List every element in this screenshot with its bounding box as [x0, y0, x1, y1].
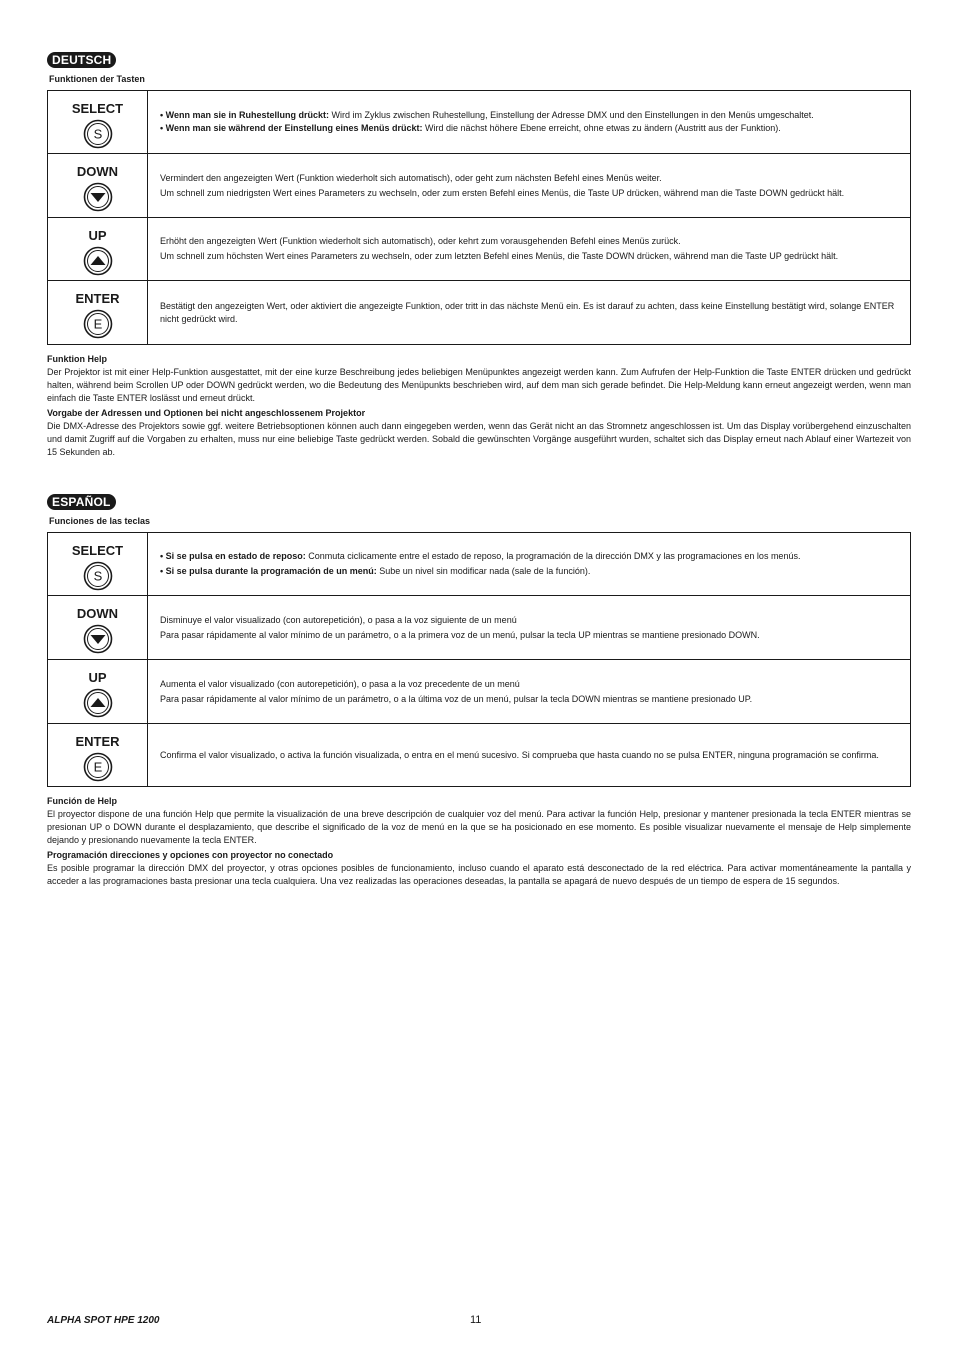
key-name: ENTER: [75, 291, 120, 306]
enter-key-icon: [83, 309, 113, 339]
keys-subtitle: Funciones de las teclas: [49, 516, 151, 526]
key-name: SELECT: [71, 100, 124, 116]
key-description: Confirma el valor visualizado, o activa la función visualizada, o entra en el menú sucesivo. Si comprueba que hasta cuando no se pulsa ENTER, ninguna programación se confirma.: [148, 724, 911, 787]
key-row-down: [48, 154, 911, 218]
up-arrow-key-icon: [83, 688, 113, 718]
language-badge: ESPAÑOL: [47, 494, 116, 510]
section-espanol: [47, 493, 911, 888]
key-row-enter: [48, 281, 911, 345]
svg-text:E: E: [93, 316, 102, 332]
help-paragraph: Der Projektor ist mit einer Help-Funktion ausgestattet, mit der eine kurze Beschreibung jedes beliebigen Menüpunktes angezeigt werden kann. Zum Aufrufen der Help-Funktion die Taste ENTER drücken und gedrückt halten, während beim Scrollen UP oder DOWN gedrückt werden, wo die Bedeutung des Menüpunkts beschrieben wird, auf dem man sich gerade befindet. Die Help-Meldung kann erneut angezeigt werden, wenn man einfach die Taste ENTER loslässt und erneut drückt.: [47, 367, 911, 403]
product-model-footer: ALPHA SPOT HPE 1200: [47, 1315, 160, 1326]
key-name: SELECT: [71, 542, 124, 558]
help-title: Funktion Help: [47, 354, 107, 364]
key-name: DOWN: [76, 606, 119, 621]
section-deutsch: [47, 51, 911, 459]
language-badge: DEUTSCH: [47, 52, 116, 68]
help-paragraph: El proyector dispone de una función Help que permite la visualización de una breve descripción de cualquier voz del menú. Para activar la función Help, presionar y mantener presionada la tecla ENTER mientras se presionan UP o DOWN durante el desplazamiento, que describe el significado de la voz de menú en la que se ha posicionado en ese momento. Es posible visualizar nuevamente el mensaje de Help simplemente dejando y presionando nuevamente la tecla ENTER.: [47, 809, 911, 845]
svg-text:S: S: [93, 568, 102, 583]
key-description: • Si se pulsa en estado de reposo: Conmuta ciclicamente entre el estado de reposo, la programación de la dirección DMX y las programaciones en los menús. • Si se pulsa durante la programación de un menú: Sube un nivel sin modificar nada (sale de la función).: [148, 533, 911, 596]
key-description: Bestätigt den angezeigten Wert, oder aktiviert die angezeigte Funktion, oder tritt in das nächste Menü ein. Es ist darauf zu achten, dass keine Einstellung bestätigt wird, solange ENTER nicht gedrückt wird.: [148, 281, 911, 345]
up-arrow-key-icon: [83, 246, 113, 276]
key-row-enter: [48, 724, 911, 787]
svg-text:S: S: [93, 126, 102, 141]
page-number: 11: [470, 1314, 482, 1326]
key-row-select: [48, 91, 911, 154]
down-arrow-key-icon: [83, 624, 113, 654]
key-row-down: [48, 596, 911, 660]
key-row-select: [48, 533, 911, 596]
offline-title: Vorgabe der Adressen und Optionen bei nicht angeschlossenem Projektor: [47, 408, 366, 418]
keys-table: [47, 532, 911, 787]
down-arrow-key-icon: [83, 182, 113, 212]
enter-key-icon: [83, 752, 113, 782]
key-row-up: [48, 660, 911, 724]
key-description: • Wenn man sie in Ruhestellung drückt: Wird im Zyklus zwischen Ruhestellung, Einstellung der Adresse DMX und den Einstellungen in den Menüs umgeschaltet. • Wenn man sie während der Einstellung eines Menüs drückt: Wird die nächst höhere Ebene erreicht, ohne etwas zu ändern (Austritt aus der Funktion).: [148, 91, 911, 154]
key-description: Vermindert den angezeigten Wert (Funktion wiederholt sich automatisch), oder geht zum nächsten Befehl eines Menüs weiter. Um schnell zum niedrigsten Wert eines Parameters zu wechseln, oder zum ersten Befehl eines Menüs, die Taste UP drücken, während man die Taste DOWN gedrückt hält.: [148, 154, 911, 218]
keys-table: [47, 90, 911, 345]
key-description: Erhöht den angezeigten Wert (Funktion wiederholt sich automatisch), oder kehrt zum vorausgehenden Befehl eines Menüs zurück. Um schnell zum höchsten Wert eines Parameters zu wechseln, oder zum letzten Befehl eines Menüs, die Taste DOWN drücken, während man die Taste UP gedrückt hält.: [148, 218, 911, 281]
svg-text:E: E: [93, 759, 102, 774]
key-description: Aumenta el valor visualizado (con autorepetición), o pasa a la voz precedente de un menú Para pasar rápidamente al valor mínimo de un parámetro, o a la última voz de un menú, pulsar la tecla DOWN mientras se mantiene presionado UP.: [148, 660, 911, 724]
help-title: Función de Help: [47, 796, 118, 806]
offline-title: Programación direcciones y opciones con proyector no conectado: [47, 850, 334, 860]
key-description: Disminuye el valor visualizado (con autorepetición), o pasa a la voz siguiente de un menú Para pasar rápidamente al valor mínimo de un parámetro, o a la primera voz de un menú, pulsar la tecla UP mientras se mantiene presionado DOWN.: [148, 596, 911, 660]
key-name: DOWN: [76, 164, 119, 179]
key-name: UP: [88, 227, 107, 243]
select-key-icon: [83, 119, 113, 149]
offline-paragraph: Die DMX-Adresse des Projektors sowie ggf. weitere Betriebsoptionen können auch dann eingegeben werden, wenn das Gerät nicht an das Stromnetz angeschlossen ist. Um das Display vorübergehend einzuschalten und damit Zugriff auf die Vorgaben zu erhalten, muss nur eine beliebige Taste gedrückt werden. Sobald die gewünschten Vorgänge ausgeführt wurden, schaltet sich das Display erneut nach Ablauf einer Wartezeit von 15 Sekunden ab.: [47, 421, 911, 457]
select-key-icon: [83, 561, 113, 591]
key-row-up: [48, 218, 911, 281]
keys-subtitle: Funktionen der Tasten: [49, 74, 145, 84]
key-name: UP: [88, 670, 107, 685]
offline-paragraph: Es posible programar la dirección DMX del proyector, y otras opciones posibles de funcionamiento, incluso cuando el aparato está desconectado de la red eléctrica. Para activar momentáneamente la pantalla y acceder a las programaciones basta presionar una tecla cualquiera. Una vez realizadas las operaciones deseadas, la pantalla se apagará de nuevo después de un tiempo de espera de 15 segundos.: [47, 863, 911, 886]
key-name: ENTER: [75, 733, 120, 749]
